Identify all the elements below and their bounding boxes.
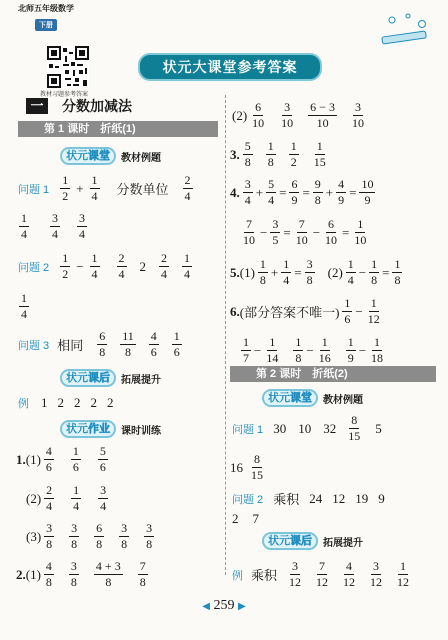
lesson1-bar <box>18 121 218 137</box>
page-number: 259 <box>213 598 235 613</box>
fraction: $\frac{1}{4}$ <box>21 291 27 321</box>
fraction: $\frac{3}{8}$ <box>146 521 153 551</box>
fraction: $\frac{6}{8}$ <box>99 329 106 359</box>
fraction: $\frac{1}{8}$ <box>295 335 302 365</box>
fraction: $\frac{2}{4}$ <box>184 173 191 203</box>
column-divider <box>225 95 226 575</box>
answer-3: 3. $\frac{5}{8}$ $\frac{1}{8}$ $\frac{1}{2}$ $\frac{1}{15}$ <box>230 139 326 169</box>
badge-text: 作业 <box>88 423 110 435</box>
fraction: $\frac{10}{9}$ <box>361 177 374 207</box>
fraction: $\frac{1}{4}$ <box>73 483 80 513</box>
fraction: $\frac{9}{8}$ <box>314 177 321 207</box>
chengji-label: 乘积 <box>251 568 278 583</box>
question-label: 问题 3 <box>18 339 50 352</box>
fraction: $\frac{3}{10}$ <box>351 100 364 130</box>
fraction: $\frac{7}{8}$ <box>139 559 146 589</box>
fraction: $\frac{1}{8}$ <box>259 257 266 287</box>
question-label: 问题 1 <box>232 423 264 436</box>
fraction: $\frac{6}{10}$ <box>252 100 265 130</box>
fraction: $\frac{2}{4}$ <box>46 483 53 513</box>
badge-text: 课堂 <box>88 150 110 162</box>
fraction: $\frac{3}{8}$ <box>71 521 78 551</box>
fraction: $\frac{4}{6}$ <box>150 329 157 359</box>
badge-tail: 拓展提升 <box>121 374 161 386</box>
fraction: $\frac{4}{9}$ <box>338 177 345 207</box>
volume-badge: 下册 <box>35 19 57 31</box>
fraction: $\frac{3}{8}$ <box>46 521 53 551</box>
fraction: $\frac{1}{6}$ <box>173 329 180 359</box>
answer-q2-cont <box>16 292 32 321</box>
left-triangle-icon: ◀ <box>202 601 210 612</box>
fraction: $\frac{7}{12}$ <box>316 559 329 589</box>
answer-q2: 问题 2 $\frac{1}{2}$ − $\frac{1}{4}$ $\frac{2}{4}$ 2 $\frac{2}{4}$ $\frac{1}{4}$ <box>18 251 191 281</box>
badge-pill <box>60 369 116 387</box>
fraction: $\frac{1}{4}$ <box>347 257 354 287</box>
fraction: $\frac{3}{12}$ <box>289 559 302 589</box>
fraction: $\frac{1}{4}$ <box>21 211 27 241</box>
fraction: $\frac{1}{2}$ <box>62 173 69 203</box>
question-label: 问题 2 <box>18 261 50 274</box>
badge-ketang-2 <box>262 389 363 407</box>
answer-2-1: 2. (1) $\frac{4}{8}$ $\frac{3}{8}$ $\frac{4 + 3}{8}$ $\frac{7}{8}$ <box>16 559 146 589</box>
answer-q1-cont <box>16 212 90 241</box>
fraction: $\frac{6 - 3}{10}$ <box>310 100 335 130</box>
fraction: $\frac{1}{15}$ <box>313 139 326 169</box>
banner-title: 状元大课堂参考答案 <box>138 53 322 81</box>
badge-tail: 教材例题 <box>323 394 363 406</box>
badge-text: 状元 <box>66 372 88 384</box>
fraction: $\frac{11}{8}$ <box>122 329 134 359</box>
badge-tail: 教材例题 <box>121 152 161 164</box>
badge-text: 状元 <box>66 150 88 162</box>
qr-code-icon[interactable] <box>47 46 89 88</box>
answer-5: 5. (1) $\frac{1}{8}$ + $\frac{1}{4}$ = $\frac{3}{8}$ (2) $\frac{1}{4}$ − $\frac{1}{8}$ = $\frac{1}{8}$ <box>230 257 401 287</box>
fraction: $\frac{1}{12}$ <box>367 296 380 326</box>
lesson1-title: 第 1 课时 折纸(1) <box>44 123 136 135</box>
badge-text: 课后 <box>88 372 110 384</box>
answer-l2-q2: 问题 2 乘积 24 12 19 9 <box>232 490 385 507</box>
fraction: $\frac{1}{6}$ <box>72 444 79 474</box>
answer-1-3: (3) $\frac{3}{8}$ $\frac{3}{8}$ $\frac{6}{8}$ $\frac{3}{8}$ $\frac{3}{8}$ <box>26 521 153 551</box>
pencil-decoration-icon <box>378 10 434 50</box>
fraction: $\frac{1}{18}$ <box>371 335 384 365</box>
badge-pill <box>60 147 116 165</box>
badge-text: 状元 <box>268 535 290 547</box>
fraction: $\frac{5}{8}$ <box>244 139 251 169</box>
fraction: $\frac{1}{14}$ <box>266 335 279 365</box>
badge-pill <box>262 389 318 407</box>
fraction: $\frac{3}{4}$ <box>100 483 107 513</box>
xiangtong-label: 相同 <box>57 338 84 353</box>
qr-caption: 教材习题参考答案 <box>40 92 89 98</box>
fraction: $\frac{1}{2}$ <box>62 251 69 281</box>
fraction: $\frac{2}{4}$ <box>161 251 168 281</box>
fraction: $\frac{6}{8}$ <box>96 521 103 551</box>
answer-l2-q1-cont: 16 $\frac{8}{15}$ <box>230 452 263 482</box>
chengji-label: 乘积 <box>273 492 300 507</box>
answer-4-2: $\frac{7}{10}$ − $\frac{3}{5}$ = $\frac{7}{10}$ − $\frac{6}{10}$ = $\frac{1}{10}$ <box>243 217 367 247</box>
fraction: $\frac{2}{4}$ <box>118 251 125 281</box>
lesson2-bar <box>230 366 436 382</box>
fenshu-danwei-label: 分数单位 <box>116 182 169 197</box>
fraction: $\frac{4}{8}$ <box>45 559 52 589</box>
answer-q1: 问题 1 $\frac{1}{2}$ + $\frac{1}{4}$ 分数单位 $\frac{2}{4}$ <box>18 173 191 203</box>
fraction: $\frac{3}{12}$ <box>370 559 383 589</box>
badge-text: 状元 <box>268 392 290 404</box>
badge-tail: 拓展提升 <box>323 537 363 549</box>
badge-kehou-1 <box>60 369 161 387</box>
badge-pill <box>262 532 318 550</box>
answer-li: 例 12222 <box>18 395 124 410</box>
fraction: $\frac{5}{6}$ <box>99 444 106 474</box>
badge-text: 课堂 <box>290 392 312 404</box>
answer-l2-li <box>232 560 414 589</box>
fraction: $\frac{3}{4}$ <box>79 211 85 241</box>
grade-header <box>16 3 76 32</box>
fraction: $\frac{4}{6}$ <box>45 444 52 474</box>
fraction: $\frac{4 + 3}{8}$ <box>95 559 121 589</box>
question-label: 问题 1 <box>18 183 50 196</box>
fraction: $\frac{1}{2}$ <box>290 139 297 169</box>
answer-6-cont: $\frac{1}{7}$ − $\frac{1}{14}$ $\frac{1}{8}$ − $\frac{1}{16}$ $\frac{1}{9}$ − $\frac{1}{18}$ <box>243 335 384 365</box>
fraction: $\frac{5}{4}$ <box>268 177 275 207</box>
fraction: $\frac{3}{4}$ <box>244 177 251 207</box>
fraction: $\frac{1}{4}$ <box>91 173 98 203</box>
fraction: $\frac{3}{5}$ <box>272 217 279 247</box>
answer-4-1: 4. $\frac{3}{4}$ + $\frac{5}{4}$ = $\frac{6}{9}$ = $\frac{9}{8}$ + $\frac{4}{9}$ = $\frac{10}{9}$ <box>230 177 374 207</box>
fraction: $\frac{6}{10}$ <box>325 217 338 247</box>
answer-2-2: (2) $\frac{6}{10}$ $\frac{3}{10}$ $\frac{6 - 3}{10}$ $\frac{3}{10}$ <box>232 100 364 130</box>
answer-6: 6. (部分答案不唯一) $\frac{1}{6}$ − $\frac{1}{12}$ <box>230 296 380 326</box>
badge-zuoye <box>60 420 161 438</box>
fraction: $\frac{8}{15}$ <box>348 413 361 443</box>
answer-1-2: (2) $\frac{2}{4}$ $\frac{1}{4}$ $\frac{3}{4}$ <box>26 483 107 513</box>
fraction: $\frac{3}{10}$ <box>281 100 294 130</box>
fraction: $\frac{4}{12}$ <box>343 559 356 589</box>
badge-kehou-2 <box>262 532 363 550</box>
lesson2-title: 第 2 课时 折纸(2) <box>256 368 348 380</box>
note-label: (部分答案不唯一) <box>239 305 340 320</box>
chapter-title: 分数加减法 <box>62 98 132 114</box>
fraction: $\frac{1}{12}$ <box>397 559 410 589</box>
fraction: $\frac{1}{10}$ <box>354 217 367 247</box>
fraction: $\frac{1}{4}$ <box>91 251 98 281</box>
fraction: $\frac{8}{15}$ <box>251 452 263 482</box>
grade-title: 北师五年级数学 <box>18 4 74 13</box>
fraction: $\frac{1}{8}$ <box>394 257 401 287</box>
right-triangle-icon: ▶ <box>238 601 246 612</box>
fraction: $\frac{7}{10}$ <box>295 217 308 247</box>
fraction: $\frac{3}{4}$ <box>52 211 58 241</box>
badge-text: 状元 <box>66 423 88 435</box>
fraction: $\frac{1}{8}$ <box>371 257 378 287</box>
fraction: $\frac{1}{6}$ <box>344 296 351 326</box>
page-footer <box>186 598 262 614</box>
fraction: $\frac{1}{9}$ <box>347 335 354 365</box>
fraction: $\frac{1}{4}$ <box>283 257 290 287</box>
fraction: $\frac{3}{8}$ <box>70 559 77 589</box>
chapter-number: 一 <box>26 98 48 114</box>
badge-text: 课后 <box>290 535 312 547</box>
fraction: $\frac{3}{8}$ <box>306 257 313 287</box>
fraction: $\frac{3}{8}$ <box>121 521 128 551</box>
badge-ketang-1 <box>60 147 161 165</box>
fraction: $\frac{6}{9}$ <box>291 177 298 207</box>
answer-q3 <box>18 330 185 359</box>
answer-1-1: 1. (1) $\frac{4}{6}$ $\frac{1}{6}$ $\frac{5}{6}$ <box>16 444 106 474</box>
badge-pill <box>60 420 116 438</box>
fraction: $\frac{7}{10}$ <box>243 217 255 247</box>
fraction: $\frac{1}{8}$ <box>267 139 274 169</box>
example-label: 例 <box>18 398 29 410</box>
example-label: 例 <box>232 569 243 582</box>
badge-tail: 课时训练 <box>121 425 161 437</box>
fraction: $\frac{1}{4}$ <box>184 251 191 281</box>
answer-l2-q1: 问题 1 30 10 32 $\frac{8}{15}$ 5 <box>232 413 382 443</box>
fraction: $\frac{1}{16}$ <box>318 335 331 365</box>
answer-l2-q2-cont: 2 7 <box>232 511 259 526</box>
question-label: 问题 2 <box>232 493 264 506</box>
fraction: $\frac{1}{7}$ <box>243 335 249 365</box>
chapter-heading <box>26 96 132 116</box>
